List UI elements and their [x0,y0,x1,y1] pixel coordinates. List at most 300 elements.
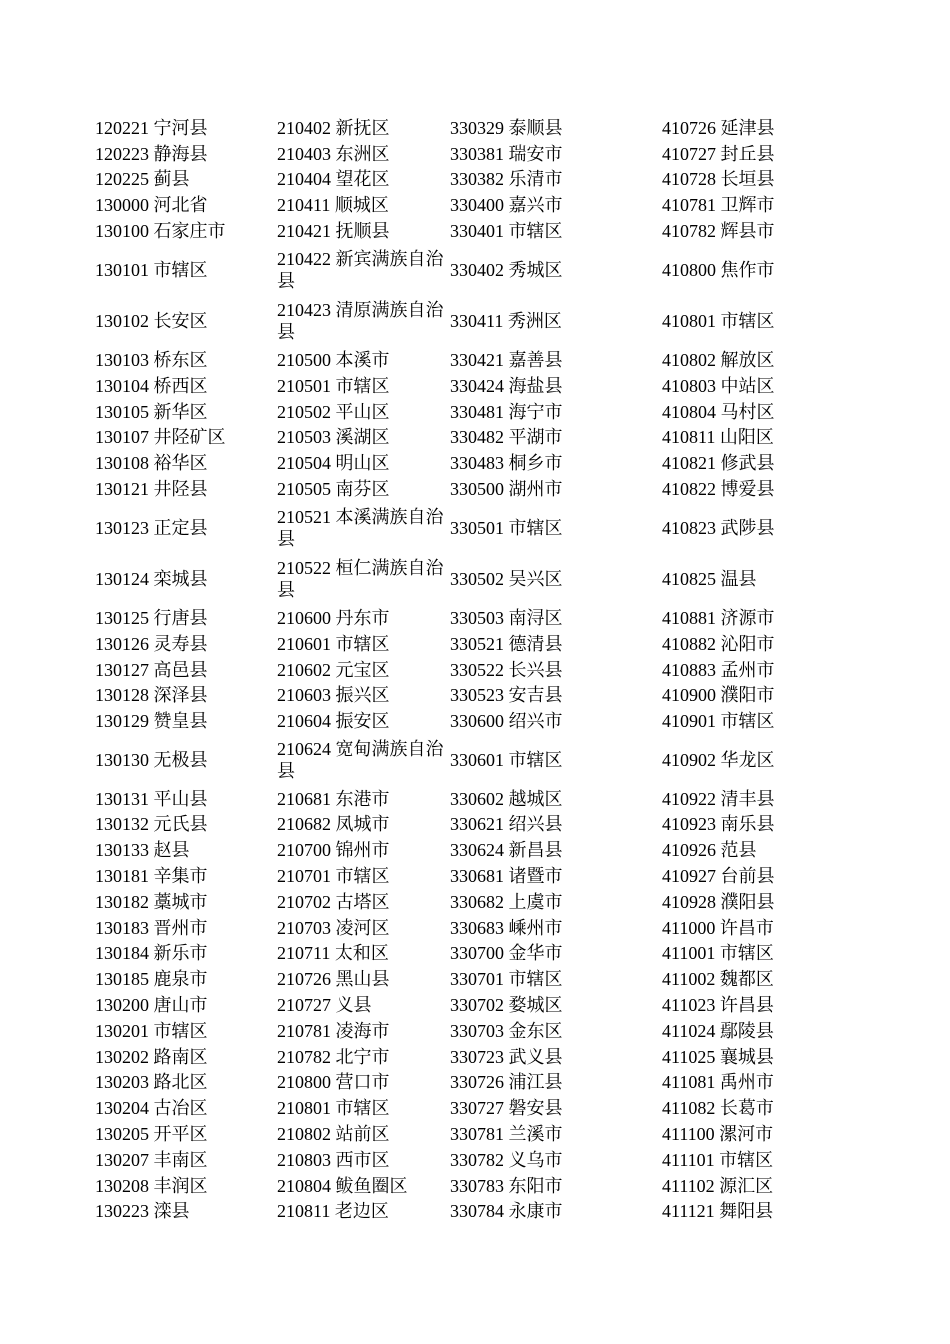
table-row [95,218,852,244]
region-code-text: 410801 市辖区 [662,311,775,332]
region-code-cell [277,1044,450,1070]
region-code-cell [662,966,852,992]
region-code-cell [277,425,450,451]
region-code-cell [662,554,852,606]
table-row [95,192,852,218]
region-code-text: 130182 藁城市 [95,891,208,912]
region-code-cell [277,373,450,399]
region-code-text: 130101 市辖区 [95,259,208,280]
table-row [95,554,852,606]
region-code-text: 210422 新宾满族自治县 [277,248,444,291]
region-code-text: 210811 老边区 [277,1201,389,1222]
region-code-cell [450,347,662,373]
region-code-text: 210421 抚顺县 [277,221,390,242]
region-code-cell [662,889,852,915]
region-code-text: 210601 市辖区 [277,633,390,654]
region-code-text: 120225 蓟县 [95,169,190,190]
region-code-text: 330523 安吉县 [450,685,563,706]
region-code-text: 130129 赞皇县 [95,711,208,732]
region-code-text: 210604 振安区 [277,711,390,732]
region-code-text: 330329 泰顺县 [450,117,563,138]
region-code-cell [95,837,277,863]
table-row [95,476,852,502]
table-row [95,605,852,631]
region-code-cell [662,863,852,889]
region-code-text: 210802 站前区 [277,1123,390,1144]
region-code-text: 410727 封丘县 [662,143,775,164]
region-code-cell [277,1069,450,1095]
region-code-cell [277,605,450,631]
table-row [95,1069,852,1095]
region-code-cell [662,244,852,296]
region-code-cell [277,1173,450,1199]
region-code-text: 410923 南乐县 [662,814,775,835]
region-code-text: 330782 义乌市 [450,1149,563,1170]
region-code-cell [662,450,852,476]
region-code-text: 410803 中站区 [662,375,775,396]
region-code-text: 210402 新抚区 [277,117,390,138]
region-code-text: 410881 济源市 [662,608,775,629]
region-code-cell [95,554,277,606]
region-code-cell [662,425,852,451]
region-code-text: 330781 兰溪市 [450,1123,563,1144]
region-code-cell [277,554,450,606]
region-code-text: 130000 河北省 [95,195,208,216]
table-row [95,450,852,476]
region-code-text: 330683 嵊州市 [450,917,563,938]
region-code-cell [450,992,662,1018]
region-code-text: 130107 井陉矿区 [95,427,226,448]
region-code-text: 330783 东阳市 [450,1175,563,1196]
region-code-cell [95,1095,277,1121]
region-code-text: 330784 永康市 [450,1201,563,1222]
region-code-cell [450,192,662,218]
region-code-cell [95,192,277,218]
region-code-cell [662,167,852,193]
region-code-text: 410822 博爱县 [662,479,775,500]
region-code-cell [95,296,277,348]
region-code-text: 410800 焦作市 [662,259,775,280]
region-code-text: 130105 新华区 [95,401,208,422]
region-code-text: 330727 磐安县 [450,1098,563,1119]
table-row [95,373,852,399]
region-code-text: 130183 晋州市 [95,917,208,938]
region-code-cell [450,1018,662,1044]
table-row [95,889,852,915]
region-code-cell [662,1198,852,1224]
region-code-text: 130104 桥西区 [95,375,208,396]
region-code-cell [95,502,277,554]
region-code-cell [450,941,662,967]
region-code-text: 130123 正定县 [95,517,208,538]
region-code-cell [662,1095,852,1121]
region-code-text: 130108 裕华区 [95,453,208,474]
region-code-cell [95,244,277,296]
region-code-cell [450,115,662,141]
region-code-cell [450,631,662,657]
region-code-cell [95,863,277,889]
region-code-text: 410927 台前县 [662,866,775,886]
region-code-cell [662,708,852,734]
region-code-cell [277,786,450,812]
region-code-cell [95,708,277,734]
region-code-cell [662,192,852,218]
region-code-cell [95,889,277,915]
region-code-cell [450,1147,662,1173]
region-code-text: 410811 山阳区 [662,427,774,448]
region-code-text: 210504 明山区 [277,453,390,474]
region-code-text: 411100 漯河市 [662,1123,774,1144]
table-row [95,141,852,167]
table-row [95,837,852,863]
region-code-cell [662,476,852,502]
region-code-cell [95,1044,277,1070]
region-code-cell [450,450,662,476]
region-code-text: 210403 东洲区 [277,143,390,164]
region-code-cell [662,941,852,967]
region-code-text: 210404 望花区 [277,169,390,190]
region-code-text: 330601 市辖区 [450,749,563,770]
region-code-text: 130185 鹿泉市 [95,969,208,990]
region-code-cell [277,218,450,244]
region-code-cell [450,657,662,683]
region-code-text: 330503 南浔区 [450,608,563,629]
region-code-cell [662,1044,852,1070]
region-code-cell [95,1198,277,1224]
region-code-cell [450,1121,662,1147]
region-code-text: 130204 古冶区 [95,1098,208,1119]
region-code-cell [662,631,852,657]
table-row [95,115,852,141]
region-code-text: 411024 鄢陵县 [662,1020,774,1041]
region-code-text: 210603 振兴区 [277,685,390,706]
region-code-cell [277,1198,450,1224]
table-row [95,657,852,683]
table-row [95,425,852,451]
region-code-text: 130132 元氏县 [95,814,208,835]
region-code-cell [277,476,450,502]
region-code-cell [277,1147,450,1173]
table-row [95,1173,852,1199]
region-code-cell [95,373,277,399]
region-code-text: 410726 延津县 [662,117,775,138]
region-code-text: 210624 宽甸满族自治县 [277,738,444,781]
region-code-text: 330424 海盐县 [450,375,563,396]
region-code-cell [95,657,277,683]
region-code-cell [95,476,277,502]
region-code-cell [662,734,852,786]
region-code-cell [95,167,277,193]
region-code-cell [450,708,662,734]
region-code-cell [662,786,852,812]
region-code-text: 330726 浦江县 [450,1072,563,1093]
region-code-cell [277,296,450,348]
region-code-cell [277,941,450,967]
region-code-cell [662,399,852,425]
table-row [95,167,852,193]
table-row [95,1044,852,1070]
region-code-cell [95,347,277,373]
region-code-text: 411001 市辖区 [662,943,774,964]
region-code-text: 130127 高邑县 [95,659,208,680]
region-code-text: 410782 辉县市 [662,221,775,242]
region-code-cell [662,115,852,141]
region-code-cell [450,141,662,167]
region-code-text: 130102 长安区 [95,311,208,332]
region-code-text: 210726 黑山县 [277,969,390,990]
region-code-cell [277,502,450,554]
region-code-text: 410900 濮阳市 [662,685,775,706]
region-code-text: 411082 长葛市 [662,1098,774,1119]
region-code-cell [450,296,662,348]
table-row [95,683,852,709]
region-code-cell [95,218,277,244]
region-code-text: 410781 卫辉市 [662,195,775,216]
region-code-cell [662,1147,852,1173]
region-code-text: 330701 市辖区 [450,969,563,990]
region-code-text: 210702 古塔区 [277,891,390,912]
region-code-cell [450,1198,662,1224]
region-code-text: 210500 本溪市 [277,350,390,371]
region-code-cell [450,502,662,554]
region-code-text: 330723 武义县 [450,1046,563,1067]
region-code-cell [277,1121,450,1147]
table-row [95,1121,852,1147]
region-code-cell [450,786,662,812]
region-code-text: 330421 嘉善县 [450,350,563,371]
region-code-cell [277,683,450,709]
region-code-cell [277,1095,450,1121]
region-code-cell [277,244,450,296]
region-code-cell [450,554,662,606]
region-code-cell [662,992,852,1018]
region-code-cell [95,631,277,657]
region-code-text: 411002 魏都区 [662,969,774,990]
region-code-cell [450,373,662,399]
region-code-cell [662,502,852,554]
region-code-cell [450,734,662,786]
region-code-cell [277,141,450,167]
region-code-cell [450,863,662,889]
region-code-text: 330624 新昌县 [450,840,563,861]
region-code-text: 130103 桥东区 [95,350,208,371]
region-code-text: 130203 路北区 [95,1072,208,1093]
region-code-cell [450,476,662,502]
region-code-text: 130133 赵县 [95,840,190,861]
region-code-text: 210803 西市区 [277,1149,390,1170]
region-code-text: 330681 诸暨市 [450,866,563,886]
region-code-text: 410804 马村区 [662,401,775,422]
table-row [95,631,852,657]
region-code-text: 411101 市辖区 [662,1149,774,1170]
region-code-cell [95,399,277,425]
region-code-cell [95,1121,277,1147]
region-code-cell [277,966,450,992]
region-code-text: 330703 金东区 [450,1020,563,1041]
region-code-cell [277,347,450,373]
region-code-cell [95,1147,277,1173]
region-code-text: 130202 路南区 [95,1046,208,1067]
region-code-cell [662,812,852,838]
region-code-cell [95,605,277,631]
region-code-cell [277,167,450,193]
region-code-cell [277,631,450,657]
region-code-text: 210781 凌海市 [277,1020,390,1041]
region-code-text: 330401 市辖区 [450,221,563,242]
region-code-cell [450,1173,662,1199]
region-code-cell [450,812,662,838]
region-code-cell [450,683,662,709]
region-code-text: 330600 绍兴市 [450,711,563,732]
region-code-text: 130126 灵寿县 [95,633,208,654]
table-row [95,941,852,967]
region-code-text: 210801 市辖区 [277,1098,390,1119]
region-code-cell [277,863,450,889]
region-code-text: 130128 深泽县 [95,685,208,706]
region-code-text: 330702 婺城区 [450,994,563,1015]
region-code-cell [277,1018,450,1044]
region-code-text: 130201 市辖区 [95,1020,208,1041]
region-code-text: 411081 禹州市 [662,1072,774,1093]
region-code-text: 330682 上虞市 [450,891,563,912]
region-code-text: 130130 无极县 [95,749,208,770]
region-code-text: 210411 顺城区 [277,195,389,216]
region-code-text: 130205 开平区 [95,1123,208,1144]
region-code-cell [277,450,450,476]
region-code-cell [95,450,277,476]
table-row [95,1198,852,1224]
region-code-cell [277,708,450,734]
region-code-text: 210503 溪湖区 [277,427,390,448]
region-code-text: 210800 营口市 [277,1072,390,1093]
region-code-text: 411023 许昌县 [662,994,774,1015]
region-code-cell [662,1069,852,1095]
region-code-cell [450,425,662,451]
region-code-text: 130121 井陉县 [95,479,208,500]
region-code-text: 120223 静海县 [95,143,208,164]
region-code-text: 410922 清丰县 [662,788,775,809]
region-code-text: 410823 武陟县 [662,517,775,538]
region-code-text: 330521 德清县 [450,633,563,654]
region-code-text: 210682 凤城市 [277,814,390,835]
region-code-cell [95,966,277,992]
region-code-cell [95,915,277,941]
region-code-text: 330382 乐清市 [450,169,563,190]
table-row [95,502,852,554]
region-code-cell [277,734,450,786]
region-code-text: 410802 解放区 [662,350,775,371]
region-code-cell [662,218,852,244]
region-code-text: 330501 市辖区 [450,517,563,538]
region-code-cell [277,399,450,425]
region-code-text: 330400 嘉兴市 [450,195,563,216]
region-code-text: 330500 湖州市 [450,479,563,500]
region-code-text: 330483 桐乡市 [450,453,563,474]
region-code-cell [450,244,662,296]
region-code-text: 330700 金华市 [450,943,563,964]
region-code-cell [277,837,450,863]
table-row [95,399,852,425]
region-code-cell [95,115,277,141]
region-code-text: 410883 孟州市 [662,659,775,680]
region-code-text: 330411 秀洲区 [450,311,562,332]
region-code-cell [662,837,852,863]
region-code-text: 130125 行唐县 [95,608,208,629]
region-code-cell [95,786,277,812]
region-code-text: 410825 温县 [662,569,757,590]
region-code-cell [277,192,450,218]
region-code-cell [450,889,662,915]
region-code-text: 210502 平山区 [277,401,390,422]
region-code-cell [450,218,662,244]
region-code-cell [95,1069,277,1095]
table-row [95,863,852,889]
region-code-cell [662,683,852,709]
region-code-text: 210701 市辖区 [277,866,390,886]
region-code-cell [662,1121,852,1147]
region-code-cell [277,657,450,683]
region-code-cell [450,1095,662,1121]
region-code-text: 210711 太和区 [277,943,389,964]
region-code-cell [277,812,450,838]
region-code-text: 130100 石家庄市 [95,221,226,242]
region-code-cell [450,167,662,193]
region-code-text: 130207 丰南区 [95,1149,208,1170]
region-code-text: 330621 绍兴县 [450,814,563,835]
region-code-text: 410882 沁阳市 [662,633,775,654]
region-code-text: 210602 元宝区 [277,659,390,680]
region-code-cell [95,425,277,451]
table-row [95,1018,852,1044]
region-code-cell [662,915,852,941]
region-code-text: 410728 长垣县 [662,169,775,190]
region-code-cell [662,373,852,399]
region-code-cell [450,1044,662,1070]
region-code-text: 210600 丹东市 [277,608,390,629]
region-code-cell [95,812,277,838]
region-code-cell [662,141,852,167]
region-code-cell [95,1173,277,1199]
region-code-text: 210703 凌河区 [277,917,390,938]
table-row [95,966,852,992]
region-code-text: 411121 舞阳县 [662,1201,774,1222]
region-code-cell [277,115,450,141]
region-code-text: 411000 许昌市 [662,917,774,938]
region-code-text: 330481 海宁市 [450,401,563,422]
region-code-text: 210423 清原满族自治县 [277,300,444,343]
region-code-cell [662,1173,852,1199]
region-code-cell [662,347,852,373]
region-code-text: 330522 长兴县 [450,659,563,680]
table-row [95,992,852,1018]
region-code-cell [450,1069,662,1095]
table-row [95,347,852,373]
region-code-table [95,115,852,1224]
region-code-cell [450,915,662,941]
table-row [95,915,852,941]
region-code-text: 410926 范县 [662,840,757,861]
table-row [95,734,852,786]
region-code-cell [277,889,450,915]
region-code-text: 130131 平山县 [95,788,208,809]
region-code-text: 410902 华龙区 [662,749,775,770]
region-code-text: 411102 源汇区 [662,1175,774,1196]
region-code-text: 210681 东港市 [277,788,390,809]
region-code-cell [95,141,277,167]
table-row [95,1095,852,1121]
region-code-text: 120221 宁河县 [95,117,208,138]
region-code-text: 330482 平湖市 [450,427,563,448]
